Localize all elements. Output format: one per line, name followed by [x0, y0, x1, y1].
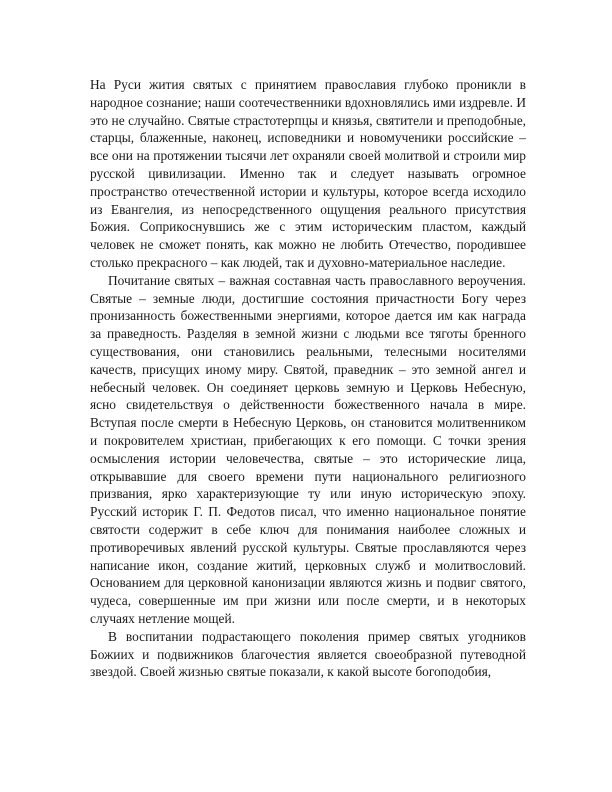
paragraph-2: Почитание святых – важная составная часть православного вероучения. Святые – земные люди, достигшие состояния причастности Богу через пронизанность божественными энергиями, которое дается им как награда за праведность. Разделяя в земной жизни с людьми все тяготы бренного существования, они становились реальными, телесными носителями качеств, присущих иному миру. Святой, праведник – это земной ангел и небесный человек. Он соединяет церковь земную и Церковь Небесную, ясно свидетельствуя о действенности божественного начала в мире. Вступая после смерти в Небесную Церковь, он становится молитвенником и покровителем христиан, прибегающих к его помощи. С точки зрения осмысления истории человечества, святые – это исторические лица, открывавшие для своего времени пути национального религиозного призвания, ярко характеризующие ту или иную историческую эпоху. Русский историк Г. П. Федотов писал, что именно национальное понятие святости содержит в себе ключ для понимания наиболее сложных и противоречивых явлений русской культуры. Святые прославляются через написание икон, создание житий, церковных служб и молитвословий. Основанием для церковной канонизации являются жизнь и подвиг святого, чудеса, совершенные им при жизни или после смерти, и в некоторых случаях нетление мощей. — [90, 272, 526, 626]
paragraph-3: В воспитании подрастающего поколения пример святых угодников Божиих и подвижников благочестия является своеобразной путеводной звездой. Своей жизнью святые показали, к какой высоте богоподобия, — [90, 628, 526, 680]
body-text — [90, 76, 526, 681]
paragraph-1: На Руси жития святых с принятием православия глубоко проникли в народное сознание; наши соотечественники вдохновлялись ими издревле. И это не случайно. Святые страстотерпцы и князья, святители и преподобные, старцы, блаженные, наконец, исповедники и новомученики российские – все они на протяжении тысячи лет охраняли своей молитвой и строили мир русской цивилизации. Именно так и следует называть огромное пространство отечественной истории и культуры, которое всегда исходило из Евангелия, из непосредственного ощущения реального присутствия Божия. Соприкоснувшись же с этим историческим пластом, каждый человек не сможет понять, как можно не любить Отечество, породившее столько прекрасного – как людей, так и духовно-материальное наследие. — [90, 77, 526, 270]
